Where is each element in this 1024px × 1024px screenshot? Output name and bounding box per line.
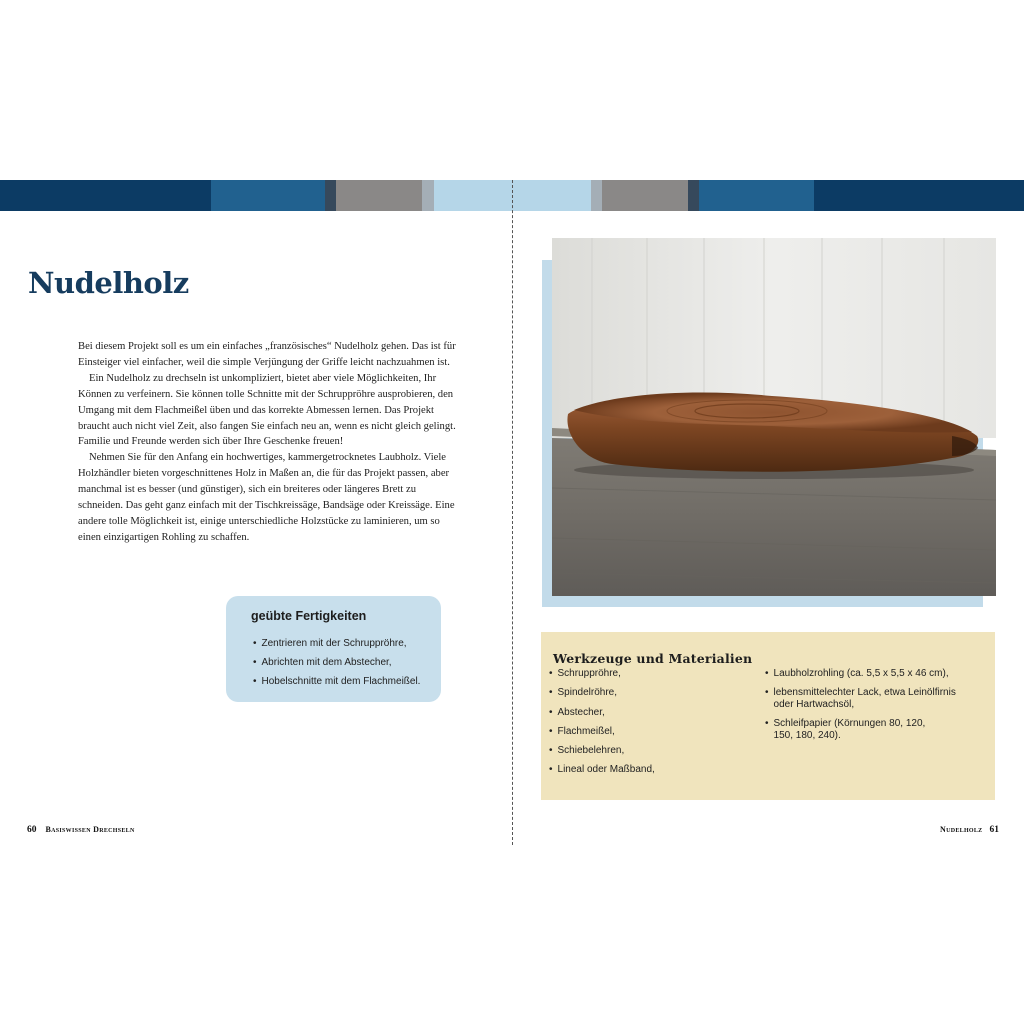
- list-item-text: Lineal oder Maßband,: [557, 764, 655, 776]
- bullet-icon: •: [253, 638, 257, 649]
- left-footer: [27, 825, 135, 835]
- band-segment: [699, 180, 814, 211]
- rolling-pin-photo: [552, 238, 996, 596]
- bullet-icon: •: [549, 745, 553, 757]
- page-gutter: [512, 180, 513, 845]
- band-segment: [336, 180, 422, 211]
- paragraph: Nehmen Sie für den Anfang ein hochwertiges, kammergetrocknetes Laubholz. Viele Holzhändler bieten vorgeschnittenes Holz in Maßen an, die für das Projekt passen, aber manchmal ist es besser (und günstiger), sich ein breiteres oder längeres Brett zu schneiden. Das geht ganz einfach mit der Tischkreissäge, Bandsäge oder Kreissäge. Eine andere tolle Möglichkeit ist, einige unterschiedliche Holzstücke zu laminieren, um so einen einzigartigen Rohling zu schaffen.: [78, 452, 455, 543]
- list-item-text: Schiebelehren,: [557, 745, 625, 757]
- materials-title: Werkzeuge und Materialien: [553, 651, 753, 666]
- bullet-icon: •: [549, 764, 553, 776]
- paragraph: Bei diesem Projekt soll es um ein einfaches „französisches“ Nudelholz gehen. Das ist für Einsteiger viel einfacher, weil die simple Verjüngung der Griffe leicht nachzuahmen ist.: [78, 341, 456, 368]
- bullet-icon: •: [765, 687, 769, 698]
- list-item-text: Flachmeißel,: [557, 725, 615, 737]
- list-item-text: Zentrieren mit der Schruppröhre,: [261, 638, 407, 649]
- band-segment: [211, 180, 325, 211]
- list-item-text: Abstecher,: [557, 706, 605, 718]
- bullet-icon: •: [549, 725, 553, 737]
- page-number: 61: [989, 825, 999, 835]
- bullet-icon: •: [253, 657, 257, 668]
- list-item: [549, 726, 655, 745]
- list-item: [253, 676, 420, 695]
- page-title: Nudelholz: [28, 266, 189, 300]
- paragraph: Ein Nudelholz zu drechseln ist unkompliziert, bietet aber viele Möglichkeiten, Ihr Können zu verfeinern. Sie können tolle Schnitte mit der Schruppröhre ausprobieren, den Umgang mit dem Flachmeißel üben und das korrekte Abmessen lernen. Das Projekt braucht auch nicht viel Zeit, also fangen Sie einfach neu an, wenn es nicht gleich gelingt. Familie und Freunde werden sich über Ihre Geschenke freuen!: [78, 372, 456, 448]
- bullet-icon: •: [549, 687, 553, 699]
- materials-list-right: [765, 668, 991, 749]
- bullet-icon: •: [765, 668, 769, 679]
- list-item: [549, 764, 655, 783]
- list-item: [765, 668, 991, 680]
- bullet-icon: •: [549, 668, 553, 679]
- skills-box: [226, 596, 441, 702]
- list-item: [253, 657, 420, 676]
- list-item: [549, 668, 655, 687]
- body-text: [78, 339, 458, 546]
- bullet-icon: •: [253, 676, 257, 687]
- list-item: [765, 718, 991, 742]
- band-segment: [591, 180, 602, 211]
- list-item-text: Laubholzrohling (ca. 5,5 x 5,5 x 46 cm),: [773, 668, 949, 679]
- list-item-text: lebensmittelechter Lack, etwa Leinölfirnis oder Hartwachsöl,: [773, 687, 956, 710]
- list-item: [549, 687, 655, 706]
- band-segment: [814, 180, 1024, 211]
- band-segment: [422, 180, 434, 211]
- materials-box: [541, 632, 995, 800]
- running-head: Nudelholz: [940, 825, 983, 834]
- list-item-text: Schleifpapier (Körnungen 80, 120, 150, 180, 240).: [773, 718, 926, 741]
- list-item-text: Hobelschnitte mit dem Flachmeißel.: [261, 676, 421, 687]
- skills-list: [253, 638, 420, 695]
- list-item: [549, 745, 655, 764]
- skills-title: geübte Fertigkeiten: [251, 609, 367, 623]
- list-item: [765, 687, 991, 711]
- list-item: [253, 638, 420, 657]
- page-number: 60: [27, 825, 37, 835]
- list-item-text: Schruppröhre,: [557, 668, 621, 679]
- band-segment: [325, 180, 336, 211]
- list-item: [549, 707, 655, 726]
- materials-list-left: [549, 668, 655, 784]
- right-footer: [940, 825, 999, 835]
- list-item-text: Spindelröhre,: [557, 687, 617, 699]
- bullet-icon: •: [549, 706, 553, 718]
- band-segment: [0, 180, 211, 211]
- band-segment: [688, 180, 699, 211]
- band-segment: [602, 180, 688, 211]
- bullet-icon: •: [765, 718, 769, 729]
- running-head: Basiswissen Drechseln: [45, 825, 135, 834]
- list-item-text: Abrichten mit dem Abstecher,: [261, 657, 392, 668]
- rolling-pin-illustration: [552, 238, 996, 596]
